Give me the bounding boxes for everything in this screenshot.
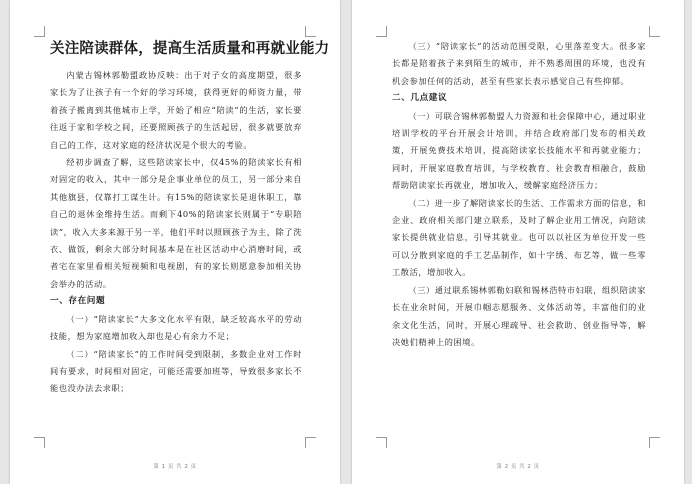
crop-mark — [305, 26, 316, 37]
crop-mark — [34, 437, 45, 448]
page-number-footer: 第 1 页 共 2 页 — [153, 464, 197, 470]
paragraph[interactable]: （一）可联合锡林郭勒盟人力资源和社会保障中心，通过职业培训学校的平台开展会计培训，并结合政府部门发布的相关政策，开展免费技术培训，提高陪读家长技能水平和再就业能力；同时，开展家庭教育培训，与学校教育、社会教育相融合，鼓励帮助陪读家长再就业，增加收入，缓解家庭经济压力； — [392, 110, 646, 191]
crop-mark — [649, 437, 660, 448]
paragraph[interactable]: （三）通过联系锡林郭勒妇联和锡林浩特市妇联，组织陪读家长在业余时间，开展巾帼志愿服务、文体活动等，丰富他们的业余文化生活，同时，开展心理疏导、社会救助、创业指导等，解决她们精神上的困境。 — [392, 284, 646, 347]
document-page-1 — [10, 0, 340, 484]
crop-mark — [376, 437, 387, 448]
paragraph[interactable]: 经初步调查了解，这些陪读家长中，仅45%的陪读家长有相对固定的收入，其中一部分是企事业单位的员工，另一部分来自其他旗县，仅靠打工谋生计。有15%的陪读家长是退休职工，靠自己的退休金维持生活。而剩下40%的陪读家长则属于“专职陪读”，收入大多来源于另一半，他们平时以照顾孩子为主，除了洗衣、做饭，剩余大部分时间基本是在社区活动中心消磨时间，或者宅在家里看相关短视频和电视剧，有的家长则愿意参加相关协会举办的活动。 — [50, 157, 302, 289]
crop-mark — [34, 26, 45, 37]
paragraph[interactable]: （一）“陪读家长”大多文化水平有限，缺乏较高水平的劳动技能，想为家庭增加收入却也是心有余力不足； — [50, 313, 302, 342]
page-body — [50, 39, 330, 398]
section-heading[interactable]: 二、几点建议 — [392, 93, 448, 104]
document-page-2 — [352, 0, 684, 484]
paragraph[interactable]: （三）“陪读家长”的活动范围受限，心里落差变大。很多家长都是陪着孩子来到陌生的城市，并不熟悉周围的环境，也没有机会参加任何的活动，甚至有些家长表示感觉自己有些抑郁。 — [392, 41, 646, 86]
crop-mark — [376, 26, 387, 37]
crop-mark — [305, 437, 316, 448]
paragraph[interactable]: （二）进一步了解陪读家长的生活、工作需求方面的信息，和企业、政府相关部门建立联系，及时了解企业用工情况，向陪读家长提供就业信息，引导其就业。也可以以社区为单位开发一些可以分散到家庭的手工艺品制作，如十字绣、布艺等，做一些零工散活，增加收入。 — [392, 197, 646, 278]
crop-mark — [649, 26, 660, 37]
page-number-footer: 第 2 页 共 2 页 — [496, 464, 540, 470]
document-title[interactable]: 关注陪读群体，提高生活质量和再就业能力 — [50, 40, 330, 57]
paragraph[interactable]: （二）“陪读家长”的工作时间受到限制，多数企业对工作时间有要求，时间相对固定，可能还需要加班等，导致很多家长不能也没办法去求职； — [50, 348, 302, 394]
page-body — [392, 38, 646, 351]
paragraph[interactable]: 内蒙古锡林郭勒盟政协反映：出于对子女的高度期望，很多家长为了让孩子有一个好的学习环境，获得更好的师资力量，带着孩子搬离到其他城市上学，开始了相应“陪读”的生活，家长要往返于家和学校之间，还要照顾孩子的生活起居，很多就要放弃自己的工作，这对家庭的经济状况是个很大的考验。 — [50, 70, 302, 150]
section-heading[interactable]: 一、存在问题 — [50, 296, 106, 307]
